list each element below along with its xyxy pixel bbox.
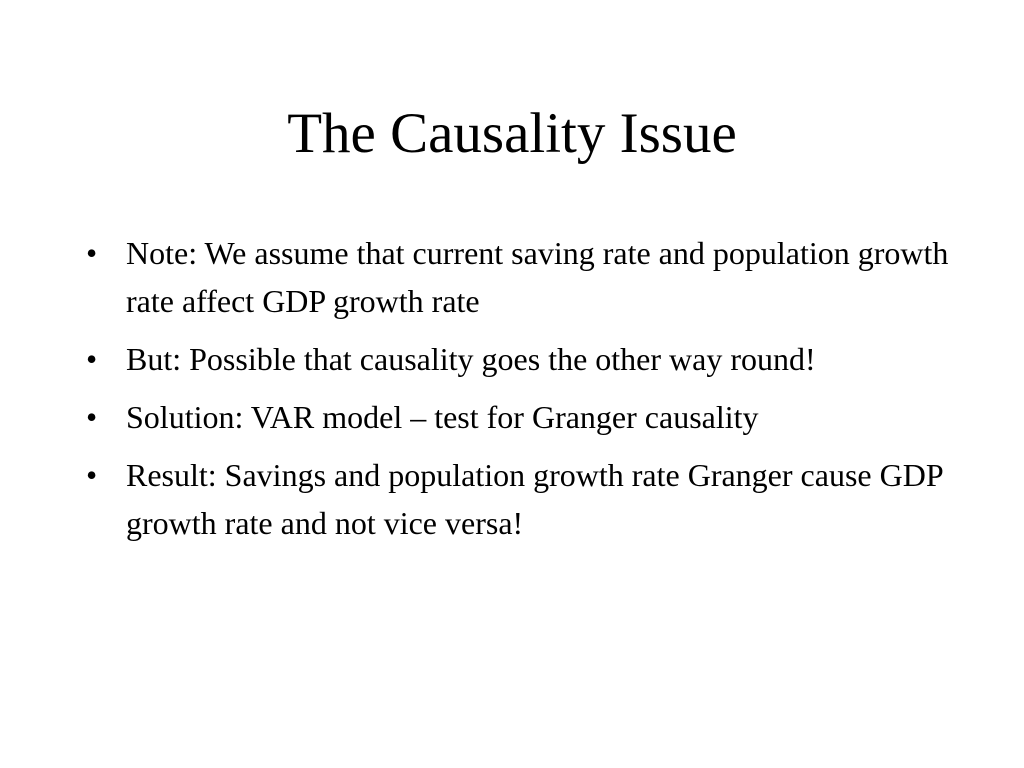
bullet-text-note: Note: We assume that current saving rate and population growth rate affect GDP growth rate <box>126 235 949 319</box>
bullet-dot-icon: • <box>86 399 98 435</box>
bullet-text-solution: Solution: VAR model – test for Granger causality <box>126 399 759 435</box>
bullet-dot-icon: • <box>86 457 98 493</box>
bullet-text-result: Result: Savings and population growth rate Granger cause GDP growth rate and not vice versa! <box>126 457 943 541</box>
bullet-dot-icon: • <box>86 341 98 377</box>
bullet-list <box>84 229 964 557</box>
bullet-item <box>84 393 964 441</box>
slide-title: The Causality Issue <box>287 102 737 165</box>
bullet-item <box>84 229 964 325</box>
bullet-item <box>84 335 964 383</box>
bullet-text-but: But: Possible that causality goes the other way round! <box>126 341 816 377</box>
bullet-item <box>84 451 964 547</box>
bullet-dot-icon: • <box>86 235 98 271</box>
